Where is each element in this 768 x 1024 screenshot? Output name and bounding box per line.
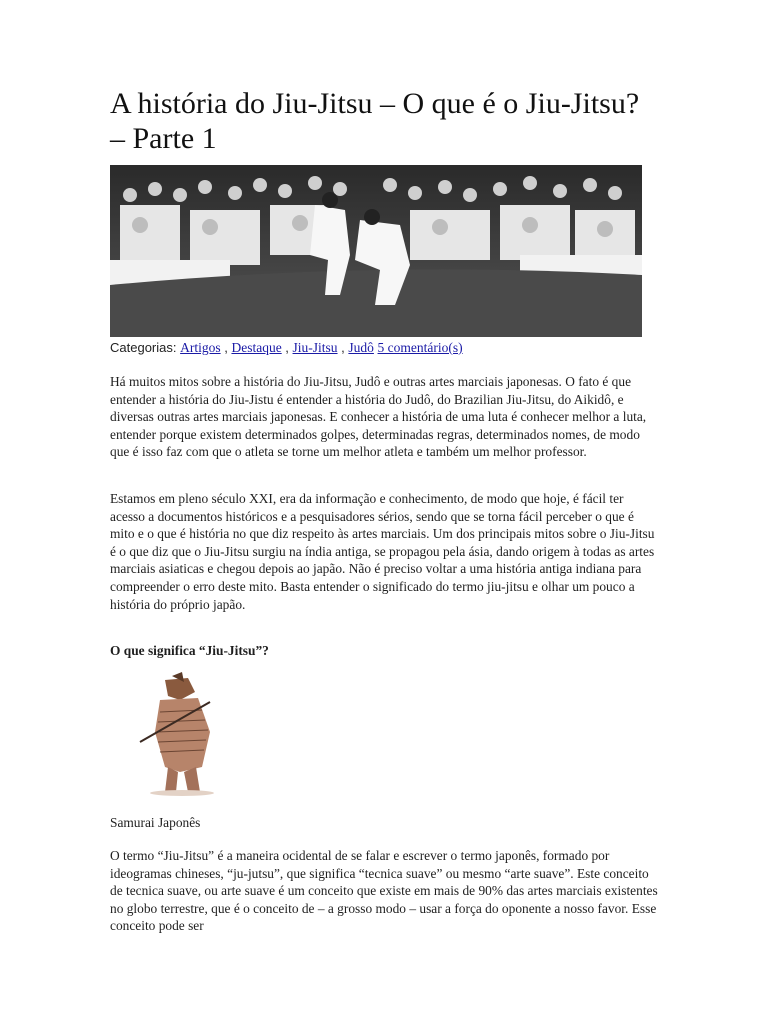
paragraph-intro: Há muitos mitos sobre a história do Jiu-Jitsu, Judô e outras artes marciais japonesas. O fato é que entender a história do Jiu-Jistu é entender a história do Judô, do Brazilian Jiu-Jitsu, do Aikidô, e diversas outras artes marciais japonesas. E conhecer a história de uma luta é conhecer melhor a luta, entender porque existem determinados golpes, determinadas regras, determinados nomes, de modo que é isso faz com que o atleta se torne um melhor atleta e também um melhor professor. bbox=[110, 374, 647, 460]
article-title: A história do Jiu-Jitsu – O que é o Jiu-Jitsu? – Parte 1 bbox=[110, 87, 640, 155]
samurai-drawing bbox=[110, 672, 240, 796]
judo-match-photo-graphic bbox=[110, 165, 642, 337]
category-link-jiu-jitsu[interactable]: Jiu-Jitsu bbox=[292, 340, 338, 355]
categories-label: Categorias: bbox=[110, 340, 177, 355]
category-link-destaque[interactable]: Destaque bbox=[231, 340, 282, 355]
category-link-judo[interactable]: Judô bbox=[348, 340, 374, 355]
paragraph-meaning: O termo “Jiu-Jitsu” é a maneira ocidental de se falar e escrever o termo japonês, formado por ideogramas chineses, “ju-jutsu”, que significa “tecnica suave” ou mesmo “arte suave”. Este conceito de tecnica suave, ou arte suave é um conceito que existe em mais de 90% das artes marciais existentes no globo terrestre, que é o conceito de – a grosso modo – usar a força do oponente a nosso favor. Esse conceito pode ser bbox=[110, 848, 658, 934]
section-heading: O que significa “Jiu-Jitsu”? bbox=[110, 643, 269, 658]
categories-line: Categorias: Artigos , Destaque , Jiu-Jitsu , Judô 5 comentário(s) bbox=[110, 340, 463, 355]
samurai-illustration bbox=[110, 672, 240, 796]
judo-match-photo bbox=[110, 165, 642, 337]
category-link-artigos[interactable]: Artigos bbox=[180, 340, 221, 355]
comments-link[interactable]: 5 comentário(s) bbox=[377, 340, 463, 355]
image-caption: Samurai Japonês bbox=[110, 815, 201, 830]
paragraph-myths: Estamos em pleno século XXI, era da informação e conhecimento, de modo que hoje, é fácil ter acesso a documentos históricos e a pesquisadores sérios, sendo que se torna fácil perceber o que é mito e o que é história no que diz respeito às artes marciais. Um dos principais mitos sobre o Jiu-Jitsu é o que diz que o Jiu-Jitsu surgiu na índia antiga, se propagou pela ásia, dando origem à todas as artes marciais asiaticas e chegou depois ao japão. Não é preciso voltar a uma história antiga indiana para compreender o erro deste mito. Basta entender o significado do termo jiu-jitsu e olhar um pouco a história do próprio japão. bbox=[110, 491, 655, 612]
